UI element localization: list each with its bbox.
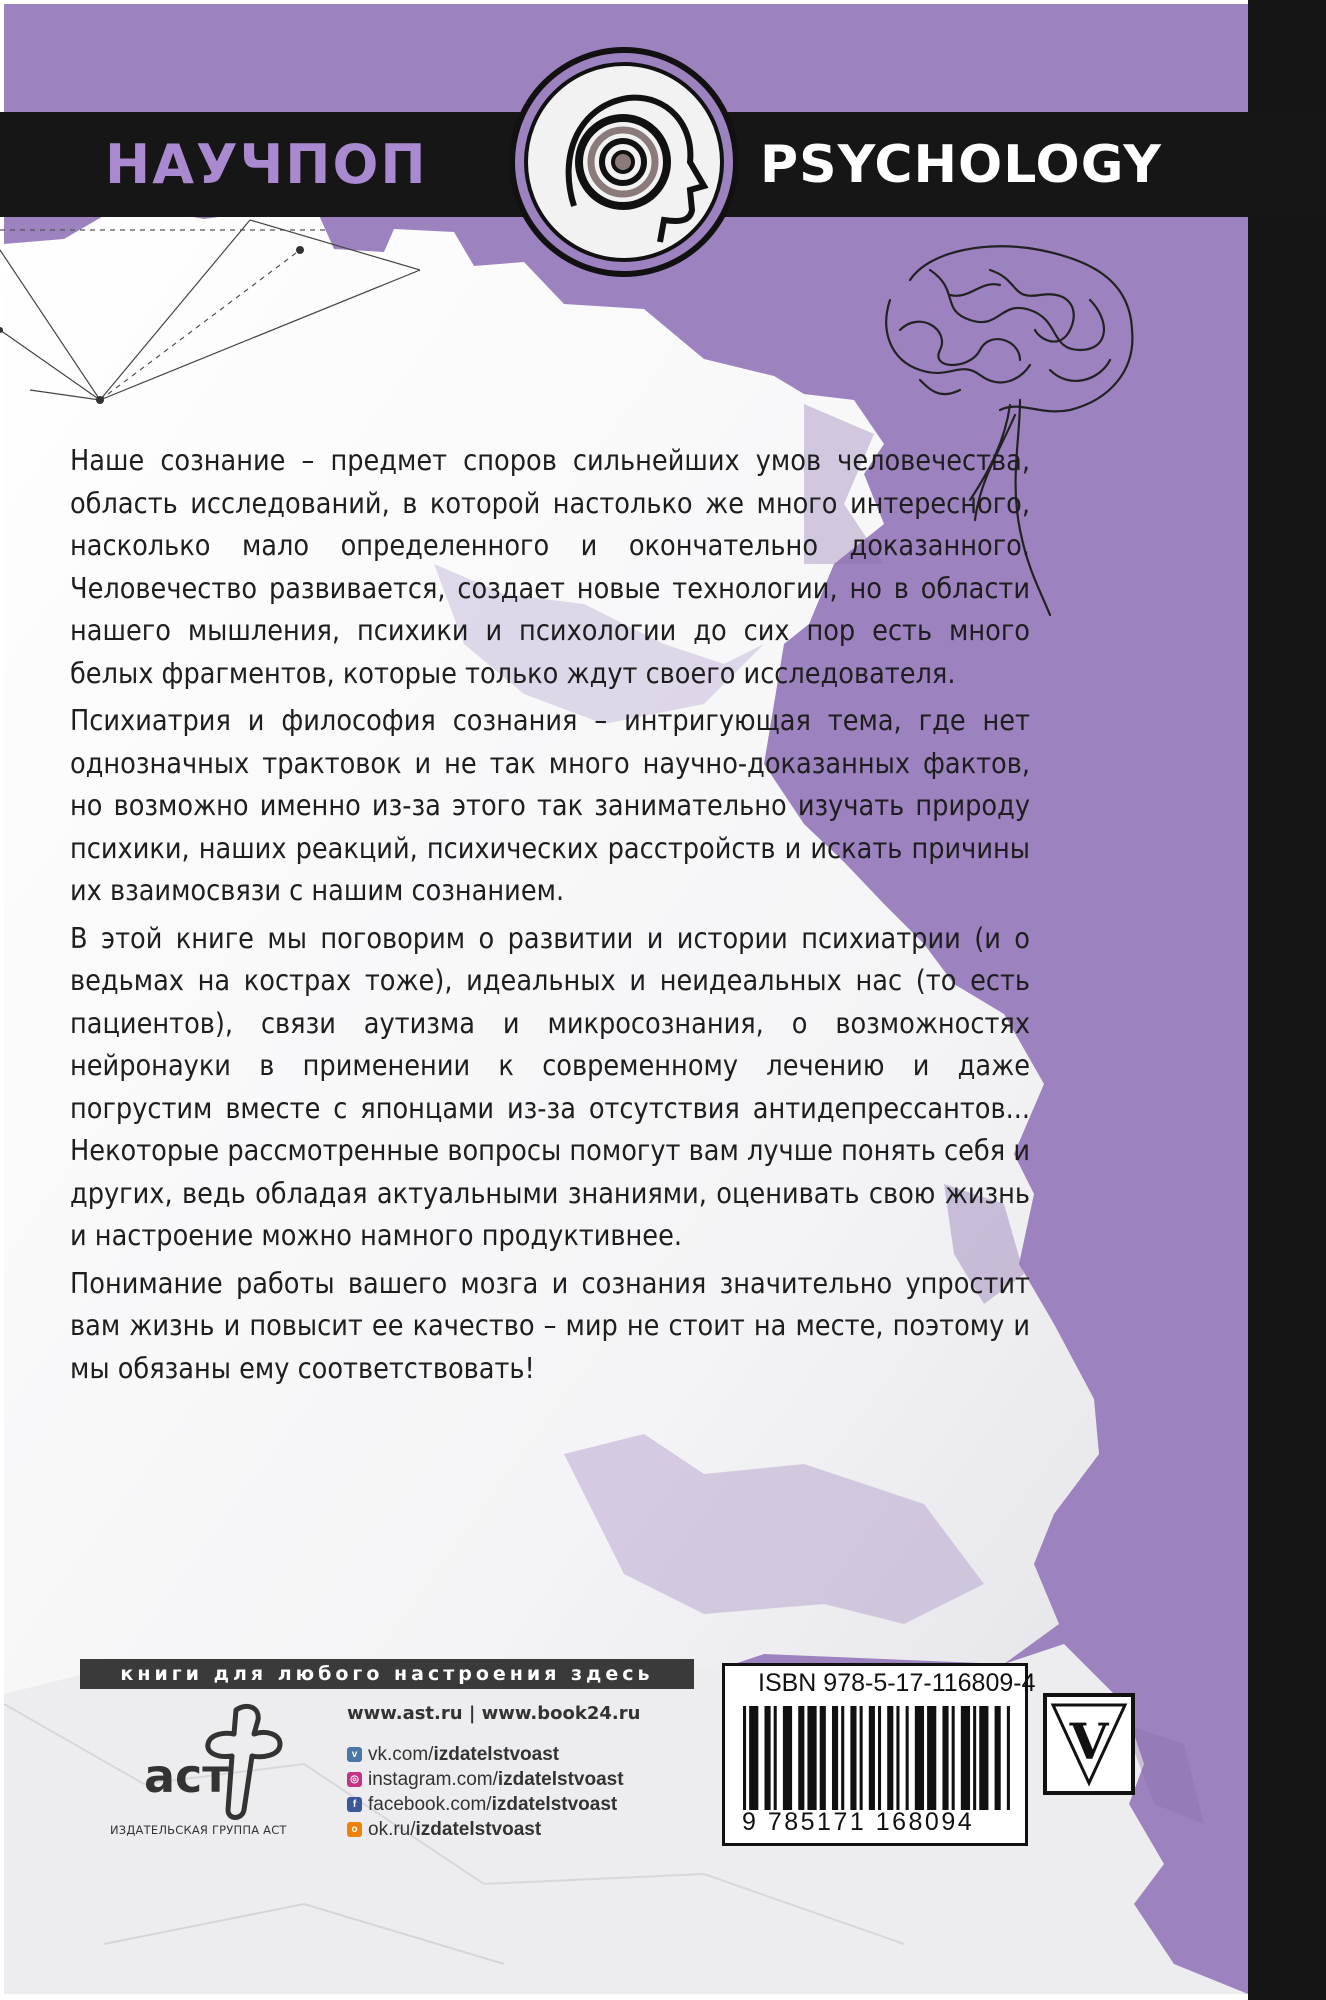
head-spiral-logo-icon	[508, 46, 740, 278]
facebook-icon: f	[347, 1797, 362, 1812]
publisher-tagline: книги для любого настроения здесь	[80, 1659, 694, 1689]
barcode-bar	[878, 1706, 881, 1810]
barcode-bar	[973, 1706, 976, 1810]
spine-strip	[1248, 0, 1326, 2000]
barcode-bar	[783, 1706, 792, 1810]
social-link-prefix: ok.ru/	[368, 1818, 416, 1840]
barcode-bar	[798, 1706, 804, 1810]
social-link-facebook[interactable]	[347, 1792, 624, 1817]
social-link-handle: izdatelstvoast	[433, 1743, 560, 1765]
social-link-odnoklassniki[interactable]	[347, 1817, 624, 1842]
barcode-bar	[1007, 1706, 1010, 1810]
social-link-handle: izdatelstvoast	[491, 1793, 618, 1815]
description-text	[70, 440, 1030, 1395]
vk-icon: v	[347, 1747, 362, 1762]
age-rating-triangle-icon	[1043, 1693, 1135, 1795]
ast-logo-text: аст	[144, 1749, 229, 1803]
social-links	[347, 1742, 624, 1842]
description-paragraph: Понимание работы вашего мозга и сознания значительно упростит вам жизнь и повысит ее качество – мир не стоит на месте, поэтому и мы обязаны ему соответствовать!	[70, 1266, 1030, 1385]
social-link-prefix: facebook.com/	[368, 1793, 492, 1815]
barcode-bar	[860, 1706, 863, 1810]
social-link-handle: izdatelstvoast	[497, 1768, 624, 1790]
barcode-bar	[887, 1706, 893, 1810]
description-paragraph: Наше сознание – предмет споров сильнейших умов человечества, область исследований, в которой настолько же много интересного, насколько мало определенного и окончательно доказанного. Человечество развивается, создает новые технологии, но в области нашего мышления, психики и психологии до сих пор есть много белых фрагментов, которые только ждут своего исследователя.	[70, 444, 1030, 690]
barcode-bar	[952, 1706, 955, 1810]
barcode-bar	[841, 1706, 844, 1810]
series-title-right: PSYCHOLOGY	[760, 135, 1162, 195]
barcode-bar	[832, 1706, 838, 1810]
barcode-bar	[915, 1706, 924, 1810]
instagram-icon: ◎	[347, 1772, 362, 1787]
description-paragraph: Психиатрия и философия сознания – интригующая тема, где нет однозначных трактовок и не так много научно-доказанных фактов, но возможно именно из-за этого так занимательно изучать природу психики, наших реакций, психических расстройств и искать причины их взаимосвязи с нашим сознанием.	[70, 704, 1030, 907]
barcode-bar	[961, 1706, 970, 1810]
odnoklassniki-icon: o	[347, 1822, 362, 1837]
barcode-bar	[807, 1706, 816, 1810]
social-link-vk[interactable]	[347, 1742, 624, 1767]
barcode-bar	[896, 1706, 899, 1810]
social-link-instagram[interactable]	[347, 1767, 624, 1792]
ast-publisher-logo	[140, 1700, 290, 1825]
barcode-bar	[979, 1706, 988, 1810]
description-paragraph: В этой книге мы поговорим о развитии и истории психиатрии (и о ведьмах на кострах тоже), идеальных и неидеальных нас (то есть пациентов), связи аутизма и микросознания, о возможностях нейронауки в применении к современному лечению и даже погрустим вместе с японцами из-за отсутствия антидепрессантов... Некоторые рассмотренные вопросы помогут вам лучше понять себя и других, ведь обладая актуальными знаниями, оценивать свою жизнь и настроение можно намного продуктивнее.	[70, 921, 1030, 1252]
barcode-bar	[869, 1706, 875, 1810]
series-title-left: НАУЧПОП	[105, 133, 428, 196]
social-link-prefix: vk.com/	[368, 1743, 434, 1765]
geometric-lines	[0, 210, 420, 440]
barcode-bar	[850, 1706, 856, 1810]
barcode-digits: 9 785171 168094	[742, 1808, 975, 1836]
social-link-handle: izdatelstvoast	[415, 1818, 542, 1840]
barcode-bar	[820, 1706, 826, 1810]
barcode-bar	[749, 1706, 758, 1810]
barcode	[743, 1706, 1013, 1810]
barcode-bar	[942, 1706, 948, 1810]
isbn-label: ISBN 978-5-17-116809-4	[758, 1669, 1036, 1697]
social-link-prefix: instagram.com/	[368, 1768, 498, 1790]
publisher-name: ИЗДАТЕЛЬСКАЯ ГРУППА АСТ	[110, 1823, 287, 1837]
barcode-bar	[906, 1706, 909, 1810]
age-mark-letter: V	[1069, 1712, 1109, 1771]
barcode-bar	[995, 1706, 1001, 1810]
barcode-bar	[927, 1706, 936, 1810]
barcode-bar	[774, 1706, 777, 1810]
publisher-websites[interactable]: www.ast.ru | www.book24.ru	[347, 1703, 641, 1724]
barcode-bar	[743, 1706, 746, 1810]
barcode-bar	[764, 1706, 770, 1810]
